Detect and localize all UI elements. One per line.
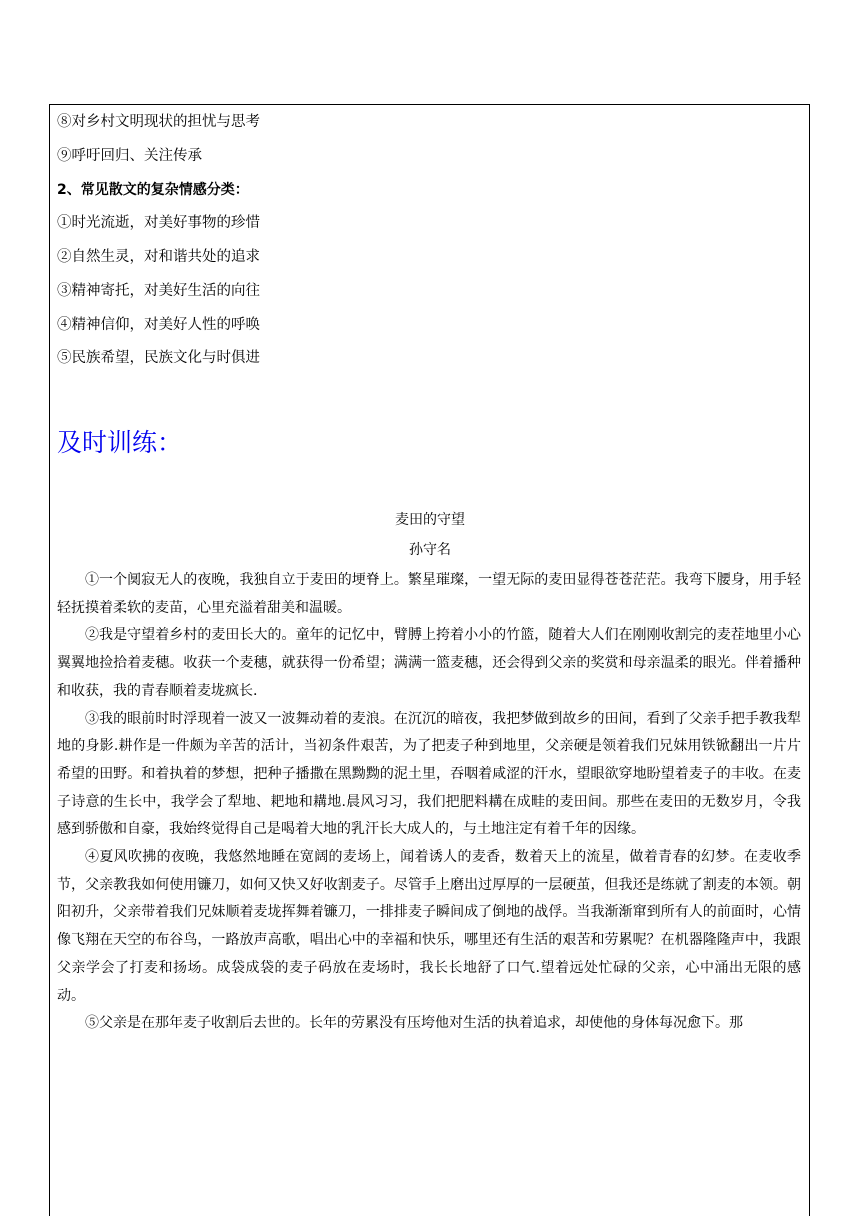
emotion-item-3: ③精神寄托，对美好生活的向往 xyxy=(57,283,260,299)
list-item-9: ⑨呼吁回归、关注传承 xyxy=(57,148,202,164)
complex-emotions-heading: 2、常见散文的复杂情感分类： xyxy=(57,182,249,198)
article-paragraph-1: ①一个阒寂无人的夜晚，我独自立于麦田的埂脊上。繁星璀璨，一望无际的麦田显得苍苍茫茫。我弯下腰身，用手轻轻抚摸着柔软的麦苗，心里充溢着甜美和温暖。 xyxy=(57,572,801,616)
article-paragraph-5: ⑤父亲是在那年麦子收割后去世的。长年的劳累没有压垮他对生活的执着追求，却使他的身体每况愈下。那 xyxy=(85,1015,743,1032)
emotion-item-4: ④精神信仰，对美好人性的呼唤 xyxy=(57,317,260,333)
article-paragraph-2: ②我是守望着乡村的麦田长大的。童年的记忆中，臂膊上挎着小小的竹篮，随着大人们在刚刚收割完的麦茬地里小心翼翼地捡拾着麦穗。收获一个麦穗，就获得一份希望；满满一篮麦穗，还会得到父亲的奖赏和母亲温柔的眼光。伴着播种和收获，我的青春顺着麦垅疯长. xyxy=(57,627,801,699)
section-heading: 及时训练： xyxy=(57,428,183,457)
article-author: 孙守名 xyxy=(409,542,451,558)
article-paragraph-4: ④夏风吹拂的夜晚，我悠然地睡在宽阔的麦场上，闻着诱人的麦香，数着天上的流星，做着青春的幻梦。在麦收季节，父亲教我如何使用镰刀，如何又快又好收割麦子。尽管手上磨出过厚厚的一层硬茧，但我还是练就了割麦的本领。朝阳初升，父亲带着我们兄妹顺着麦垅挥舞着镰刀，一排排麦子瞬间成了倒地的战俘。当我渐渐窜到所有人的前面时，心情像飞翔在天空的布谷鸟，一路放声高歌，唱出心中的幸福和快乐，哪里还有生活的艰苦和劳累呢？在机器隆隆声中，我跟父亲学会了打麦和扬场。成袋成袋的麦子码放在麦场时，我长长地舒了口气.望着远处忙碌的父亲，心中涌出无限的感动。 xyxy=(57,849,801,1004)
emotion-item-2: ②自然生灵，对和谐共处的追求 xyxy=(57,249,260,265)
list-item-8: ⑧对乡村文明现状的担忧与思考 xyxy=(57,114,260,130)
emotion-item-1: ①时光流逝，对美好事物的珍惜 xyxy=(57,215,260,231)
article-title: 麦田的守望 xyxy=(395,512,465,528)
emotion-item-5: ⑤民族希望，民族文化与时俱进 xyxy=(57,350,260,366)
article-body xyxy=(57,567,801,1038)
article-paragraph-3: ③我的眼前时时浮现着一波又一波舞动着的麦浪。在沉沉的暗夜，我把梦做到故乡的田间，看到了父亲手把手教我犁地的身影.耕作是一件颇为辛苦的活计，当初条件艰苦，为了把麦子种到地里，父亲硬是领着我们兄妹用铁锨翻出一片片希望的田野。和着执着的梦想，把种子播撒在黑黝黝的泥土里，吞咽着咸涩的汗水，望眼欲穿地盼望着麦子的丰收。在麦子诗意的生长中，我学会了犁地、耙地和耩地.晨风习习，我们把肥料耩在成畦的麦田间。那些在麦田的无数岁月，令我感到骄傲和自豪，我始终觉得自己是喝着大地的乳汗长大成人的，与土地注定有着千年的因缘。 xyxy=(57,710,801,838)
